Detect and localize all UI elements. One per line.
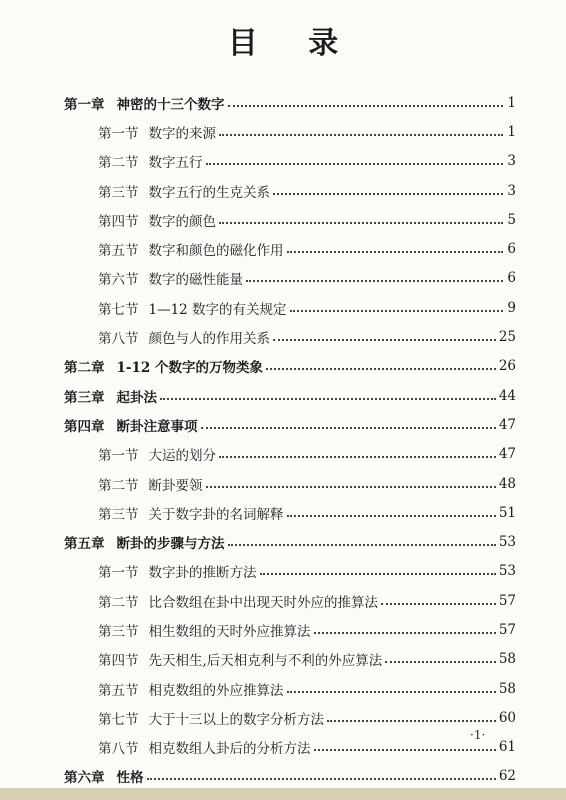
dot-leader (228, 105, 504, 107)
toc-entry-label: 第二节 (98, 155, 139, 172)
toc-entry-page-number: 3 (507, 182, 516, 199)
toc-entry-title: 断卦注意事项 (116, 418, 198, 435)
toc-section-entry[interactable] (64, 557, 516, 586)
toc-entry-page-number: 47 (498, 446, 516, 463)
toc-entry-title: 相克数组人卦后的分析方法 (148, 741, 311, 758)
scan-edge (0, 788, 566, 800)
toc-section-entry[interactable] (64, 615, 516, 644)
toc-entry-page-number: 6 (507, 241, 516, 258)
toc-entry-label: 第一节 (98, 448, 139, 465)
toc-entry-title: 起卦法 (116, 389, 157, 406)
toc-section-entry[interactable] (64, 498, 516, 527)
toc-entry-page-number: 58 (498, 651, 516, 668)
toc-entry-page-number: 1 (507, 123, 516, 140)
toc-entry-title: 数字五行的生克关系 (148, 184, 270, 201)
toc-entry-title: 颜色与人的作用关系 (148, 331, 270, 348)
toc-section-entry[interactable] (64, 733, 516, 762)
dot-leader (219, 134, 503, 136)
toc-section-entry[interactable] (64, 440, 516, 469)
toc-section-entry[interactable] (64, 176, 516, 205)
toc-entry-title: 数字和颜色的磁化作用 (148, 243, 284, 260)
toc-entry-page-number: 6 (507, 270, 516, 287)
toc-entry-title: 关于数字卦的名词解释 (148, 506, 284, 523)
toc-section-entry[interactable] (64, 264, 516, 293)
toc-section-entry[interactable] (64, 322, 516, 351)
toc-entry-label: 第八节 (98, 331, 139, 348)
dot-leader (273, 193, 503, 195)
toc-entry-title: 性格 (116, 770, 144, 787)
dot-leader (266, 368, 496, 370)
toc-chapter-entry[interactable] (64, 352, 516, 381)
toc-section-entry[interactable] (64, 205, 516, 234)
dot-leader (287, 515, 496, 517)
toc-entry-page-number: 53 (498, 563, 516, 580)
toc-entry-page-number: 53 (498, 534, 516, 551)
toc-entry-title: 先天相生,后天相克利与不利的外应算法 (148, 653, 383, 670)
toc-entry-page-number: 5 (507, 211, 516, 228)
toc-entry-page-number: 57 (498, 621, 516, 638)
toc-entry-title: 断卦要领 (148, 477, 203, 494)
toc-section-entry[interactable] (64, 703, 516, 732)
toc-entry-page-number: 61 (498, 739, 516, 756)
toc-entry-title: 大于十三以上的数字分析方法 (148, 711, 324, 728)
toc-chapter-entry[interactable] (64, 410, 516, 439)
toc-entry-title: 1—12 数字的有关规定 (148, 301, 287, 318)
dot-leader (147, 778, 496, 780)
dot-leader (260, 573, 496, 575)
toc-entry-label: 第一章 (64, 96, 105, 113)
toc-section-entry[interactable] (64, 117, 516, 146)
toc-section-entry[interactable] (64, 147, 516, 176)
toc-entry-label: 第六节 (98, 272, 139, 289)
toc-section-entry[interactable] (64, 674, 516, 703)
toc-entry-title: 数字五行 (148, 155, 203, 172)
toc-entry-title: 相生数组的天时外应推算法 (148, 623, 311, 640)
toc-entry-title: 相克数组的外应推算法 (148, 682, 284, 699)
toc-entry-label: 第五节 (98, 243, 139, 260)
dot-leader (385, 661, 496, 663)
toc-entry-title: 比合数组在卦中出现天时外应的推算法 (148, 594, 378, 611)
toc-entry-label: 第四章 (64, 418, 105, 435)
toc-entry-page-number: 57 (498, 592, 516, 609)
toc-entry-label: 第一节 (98, 565, 139, 582)
toc-entry-label: 第四节 (98, 213, 139, 230)
dot-leader (219, 456, 496, 458)
toc-entry-page-number: 60 (498, 709, 516, 726)
toc-entry-label: 第二节 (98, 477, 139, 494)
dot-leader (206, 486, 496, 488)
toc-entry-page-number: 26 (498, 358, 516, 375)
dot-leader (287, 691, 496, 693)
toc-chapter-entry[interactable] (64, 527, 516, 556)
toc-entry-page-number: 9 (507, 299, 516, 316)
dot-leader (246, 280, 503, 282)
toc-entry-page-number: 3 (507, 153, 516, 170)
toc-entry-page-number: 47 (498, 416, 516, 433)
toc-entry-title: 神密的十三个数字 (116, 96, 225, 113)
dot-leader (290, 310, 503, 312)
table-of-contents (64, 88, 516, 791)
toc-section-entry[interactable] (64, 293, 516, 322)
dot-leader (219, 222, 503, 224)
page-title: 目 录 (227, 26, 359, 61)
toc-entry-title: 1-12 个数字的万物类象 (116, 360, 263, 377)
toc-entry-title: 数字卦的推断方法 (148, 565, 257, 582)
toc-chapter-entry[interactable] (64, 381, 516, 410)
toc-section-entry[interactable] (64, 234, 516, 263)
toc-entry-label: 第三节 (98, 506, 139, 523)
toc-entry-title: 数字的颜色 (148, 213, 216, 230)
dot-leader (314, 632, 496, 634)
toc-entry-title: 数字的来源 (148, 125, 216, 142)
dot-leader (273, 339, 496, 341)
toc-entry-label: 第三节 (98, 184, 139, 201)
toc-section-entry[interactable] (64, 586, 516, 615)
toc-entry-label: 第三节 (98, 623, 139, 640)
toc-section-entry[interactable] (64, 645, 516, 674)
toc-entry-label: 第三章 (64, 389, 105, 406)
dot-leader (206, 163, 504, 165)
toc-entry-page-number: 62 (498, 768, 516, 785)
toc-entry-label: 第八节 (98, 741, 139, 758)
dot-leader (228, 544, 496, 546)
toc-entry-label: 第二节 (98, 594, 139, 611)
toc-entry-page-number: 48 (498, 475, 516, 492)
dot-leader (327, 720, 496, 722)
toc-entry-label: 第七节 (98, 711, 139, 728)
toc-entry-page-number: 1 (507, 94, 516, 111)
toc-entry-label: 第一节 (98, 125, 139, 142)
toc-chapter-entry[interactable] (64, 88, 516, 117)
dot-leader (201, 427, 496, 429)
toc-entry-title: 数字的磁性能量 (148, 272, 243, 289)
toc-entry-label: 第四节 (98, 653, 139, 670)
toc-entry-page-number: 51 (498, 504, 516, 521)
page-number-footer: ·1· (470, 728, 486, 742)
dot-leader (381, 603, 496, 605)
toc-entry-page-number: 58 (498, 680, 516, 697)
toc-entry-title: 断卦的步骤与方法 (116, 536, 225, 553)
toc-entry-page-number: 25 (498, 329, 516, 346)
dot-leader (160, 398, 496, 400)
toc-entry-label: 第二章 (64, 360, 105, 377)
toc-chapter-entry[interactable] (64, 762, 516, 791)
toc-section-entry[interactable] (64, 469, 516, 498)
toc-entry-label: 第七节 (98, 301, 139, 318)
toc-entry-label: 第六章 (64, 770, 105, 787)
dot-leader (287, 251, 504, 253)
dot-leader (314, 749, 496, 751)
toc-entry-title: 大运的划分 (148, 448, 216, 465)
toc-entry-page-number: 44 (498, 387, 516, 404)
toc-entry-label: 第五章 (64, 536, 105, 553)
toc-entry-label: 第五节 (98, 682, 139, 699)
